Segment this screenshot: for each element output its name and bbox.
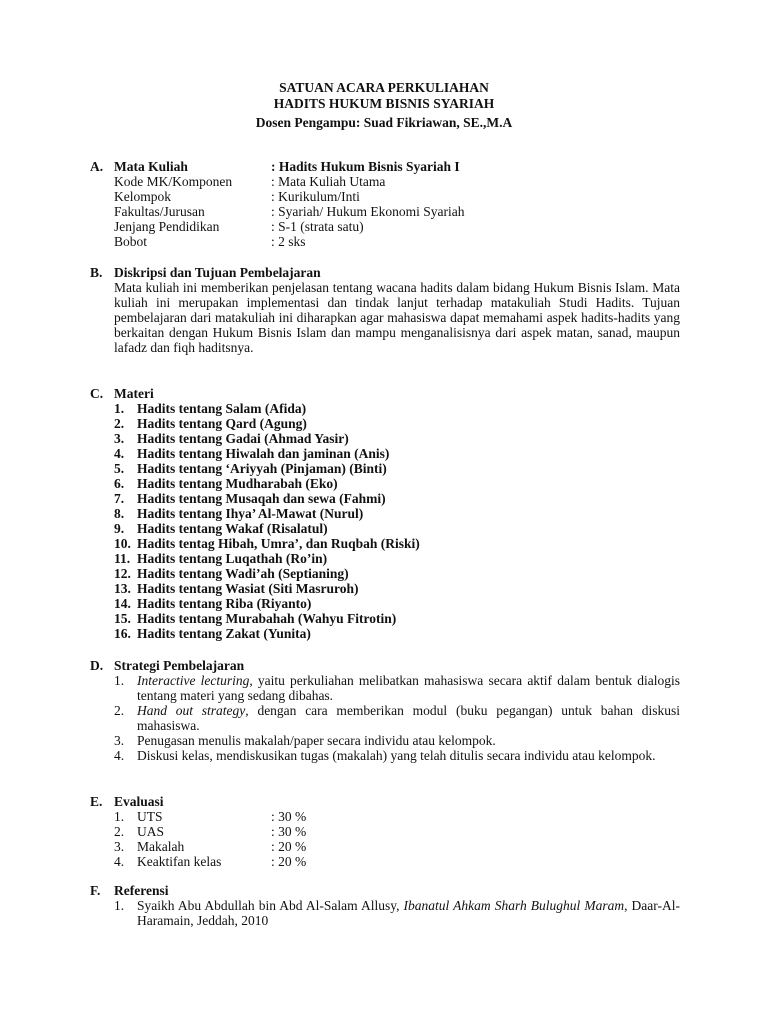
item-text: , dengan cara memberikan modul (buku pegangan) untuk bahan diskusi mahasiswa. (137, 703, 680, 733)
reference-publisher: , Daar-Al-Haramain, Jeddah, 2010 (137, 898, 681, 928)
lecturer-line: Dosen Pengampu: Suad Fikriawan, SE.,M.A (255, 115, 513, 130)
description-paragraph (90, 280, 680, 355)
item-number: 13. (114, 581, 131, 596)
item-number: 15. (114, 611, 131, 626)
item-number: 1. (114, 401, 125, 416)
list-item (90, 536, 680, 551)
item-number: 1. (114, 898, 125, 913)
list-item (90, 446, 680, 461)
item-text: Hadits tentang Murabahah (Wahyu Fitrotin) (137, 611, 397, 626)
eval-key: UAS (137, 824, 165, 839)
item-number: 10. (114, 536, 131, 551)
list-item (90, 581, 680, 596)
section-letter: B. (90, 265, 103, 280)
item-text: Hadits tentang Salam (Afida) (137, 401, 307, 416)
info-row (90, 204, 680, 219)
section-letter: E. (90, 794, 103, 809)
item-number: 2. (114, 703, 125, 718)
list-item (90, 506, 680, 521)
eval-value: : 30 % (271, 809, 307, 824)
item-number: 7. (114, 491, 125, 506)
section-letter: F. (90, 883, 101, 898)
item-number: 4. (114, 446, 125, 461)
info-row (90, 159, 680, 174)
item-number: 1. (114, 809, 125, 824)
reference-author: Syaikh Abu Abdullah bin Abd Al-Salam Allusy, (137, 898, 404, 913)
section-title: Diskripsi dan Tujuan Pembelajaran (114, 265, 321, 280)
list-item (90, 431, 680, 446)
eval-value: : 20 % (271, 839, 307, 854)
section-heading (90, 386, 680, 401)
strategy-list (90, 673, 680, 763)
info-row (90, 234, 680, 249)
section-f (90, 883, 680, 928)
list-item (90, 521, 680, 536)
section-title: Evaluasi (114, 794, 164, 809)
list-item (90, 416, 680, 431)
list-item (90, 566, 680, 581)
item-number: 9. (114, 521, 125, 536)
info-value: : Mata Kuliah Utama (271, 174, 386, 189)
item-text: Hadits tentang Hiwalah dan jaminan (Anis) (137, 446, 390, 461)
section-title: Strategi Pembelajaran (114, 658, 245, 673)
list-item (90, 839, 680, 854)
item-text: Hadits tentang Zakat (Yunita) (137, 626, 311, 641)
item-number: 14. (114, 596, 131, 611)
info-value: : S-1 (strata satu) (271, 219, 364, 234)
eval-key: UTS (137, 809, 163, 824)
eval-key: Makalah (137, 839, 185, 854)
list-item (90, 748, 680, 763)
section-title: Referensi (114, 883, 169, 898)
section-heading (90, 658, 680, 673)
section-heading (90, 794, 680, 809)
item-number: 3. (114, 431, 125, 446)
item-text: Hadits tentang Wadi’ah (Septianing) (137, 566, 349, 581)
info-value: : Kurikulum/Inti (271, 189, 360, 204)
info-value: : Hadits Hukum Bisnis Syariah I (271, 159, 460, 174)
info-row (90, 174, 680, 189)
section-letter: C. (90, 386, 104, 401)
list-item (90, 626, 680, 641)
section-a (90, 159, 680, 249)
eval-key: Keaktifan kelas (137, 854, 222, 869)
section-heading (90, 883, 680, 898)
section-d (90, 658, 680, 763)
item-number: 3. (114, 839, 125, 854)
item-text: Diskusi kelas, mendiskusikan tugas (makalah) yang telah ditulis secara individu atau kelompok. (137, 748, 656, 763)
list-item (90, 854, 680, 869)
item-text: Hadits tentang Qard (Agung) (137, 416, 307, 431)
info-key: Jenjang Pendidikan (114, 219, 220, 234)
list-item (90, 611, 680, 626)
item-number: 2. (114, 824, 125, 839)
list-item (90, 461, 680, 476)
item-number: 2. (114, 416, 125, 431)
list-item (90, 551, 680, 566)
item-number: 4. (114, 748, 125, 763)
list-item (90, 491, 680, 506)
info-key: Bobot (114, 234, 148, 249)
list-item (90, 898, 680, 928)
item-text: Hadits tentang Wakaf (Risalatul) (137, 521, 328, 536)
section-b (90, 265, 680, 355)
info-key: Mata Kuliah (114, 159, 188, 174)
info-row (90, 189, 680, 204)
item-emphasis: Hand out strategy (137, 703, 246, 718)
list-item (90, 673, 680, 703)
reference-title: Ibanatul Ahkam Sharh Bulughul Maram (403, 898, 625, 913)
item-number: 5. (114, 461, 125, 476)
doc-title: SATUAN ACARA PERKULIAHAN (279, 80, 489, 95)
section-title: Materi (114, 386, 154, 401)
item-text: Hadits tentang Ihya’ Al-Mawat (Nurul) (137, 506, 364, 521)
list-item (90, 596, 680, 611)
item-number: 6. (114, 476, 125, 491)
list-item (90, 824, 680, 839)
reference-list (90, 898, 680, 928)
item-number: 11. (114, 551, 131, 566)
item-text: Penugasan menulis makalah/paper secara individu atau kelompok. (137, 733, 496, 748)
eval-value: : 20 % (271, 854, 307, 869)
section-heading (90, 265, 680, 280)
info-value: : Syariah/ Hukum Ekonomi Syariah (271, 204, 465, 219)
info-key: Fakultas/Jurusan (114, 204, 205, 219)
list-item (90, 476, 680, 491)
info-key: Kode MK/Komponen (114, 174, 233, 189)
list-item (90, 809, 680, 824)
section-letter: D. (90, 658, 104, 673)
item-text: Hadits tentang Gadai (Ahmad Yasir) (137, 431, 349, 446)
item-text: Hadits tentang ‘Ariyyah (Pinjaman) (Binti) (137, 461, 387, 476)
section-c (90, 386, 680, 641)
item-number: 8. (114, 506, 125, 521)
item-text: Hadits tentang Wasiat (Siti Masruroh) (137, 581, 359, 596)
info-key: Kelompok (114, 189, 171, 204)
description-text: Mata kuliah ini memberikan penjelasan tentang wacana hadits dalam bidang Hukum Bisnis Islam. Mata kuliah ini merupakan implementasi dan tindak lanjut terhadap matakuliah Studi Hadits. Tujuan pembelajaran dari matakuliah ini diharapkan agar mahasiswa dapat memahami aspek hadits-hadits yang berkaitan dengan Hukum Bisnis Islam dan mampu menganalisisnya dari aspek matan, sanad, maupun lafadz dan fiqh haditsnya. (114, 280, 680, 355)
item-text: Hadits tentang Musaqah dan sewa (Fahmi) (137, 491, 386, 506)
list-item (90, 401, 680, 416)
item-number: 1. (114, 673, 125, 688)
item-emphasis: Interactive lecturing (137, 673, 250, 688)
item-text: Hadits tentag Hibah, Umra’, dan Ruqbah (Riski) (137, 536, 420, 551)
evaluation-list (90, 809, 680, 869)
info-value: : 2 sks (271, 234, 306, 249)
item-number: 12. (114, 566, 131, 581)
item-text: , yaitu perkuliahan melibatkan mahasiswa secara aktif dalam bentuk dialogis tentang materi yang sedang dibahas. (137, 673, 680, 703)
item-number: 16. (114, 626, 131, 641)
item-text: Hadits tentang Luqathah (Ro’in) (137, 551, 328, 566)
item-number: 3. (114, 733, 125, 748)
section-e (90, 794, 680, 869)
list-item (90, 703, 680, 733)
item-text: Hadits tentang Mudharabah (Eko) (137, 476, 338, 491)
item-text: Hadits tentang Riba (Riyanto) (137, 596, 312, 611)
section-letter: A. (90, 159, 104, 174)
materi-list (90, 401, 680, 641)
course-title: HADITS HUKUM BISNIS SYARIAH (273, 96, 495, 111)
eval-value: : 30 % (271, 824, 307, 839)
list-item (90, 733, 680, 748)
item-number: 4. (114, 854, 125, 869)
info-row (90, 219, 680, 234)
